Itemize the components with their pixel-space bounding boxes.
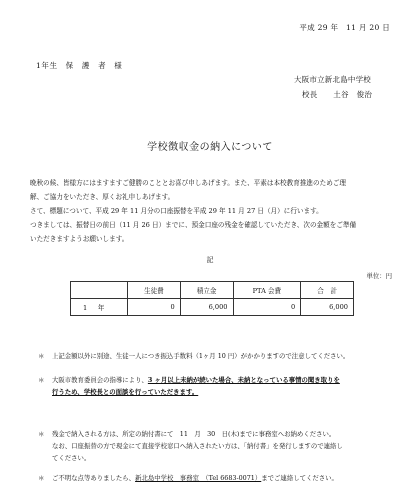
body-paragraph-line: いただきますようお願いします。 [30,235,129,243]
principal-name: 校長 土谷 俊治 [302,90,373,99]
ki-heading: 記 [206,256,214,264]
body-paragraph-line: つきましては、振替日の前日（11 月 26 日）までに、預金口座の残金を確認していただき、次の金額をご準備 [30,221,357,229]
table-cell: 6,000 [301,299,354,316]
note-emphasis: 行うため、学校長との面談を行っていただきます。 [52,388,199,396]
contact-info: 新北島中学校 事務室 （Tel 6683-0071） [135,474,262,482]
table-cell: 0 [233,299,301,316]
asterisk-icon: ＊ [38,376,45,384]
note-text: 残金で納入される方は、所定の納付書にて 11 月 30 日(木)までに事務室へお納めください。 [52,430,336,438]
letter-date: 平成 29 年 11 月 20 日 [299,23,390,32]
body-paragraph-line: 晩秋の候、皆様方にはますますご健勝のこととお喜び申しあげます。また、平素は本校教育推進のためご理 [30,179,346,187]
note-item [38,374,404,398]
note-text: 大阪市教育委員会の指導により、 [52,376,148,384]
note-emphasis: 3 ヶ月以上未納が続いた場合、未納となっている事情の聞き取りを [147,376,340,384]
table-cell: 6,000 [180,299,233,316]
table-header-cell: PTA 会費 [233,282,301,299]
table-header-cell [71,282,128,299]
asterisk-icon: ＊ [38,430,45,438]
table-cell: 1 年 [71,299,128,316]
note-text: ご不明な点等ありましたら、 [52,474,136,482]
table-row [71,299,354,316]
fee-table [70,281,354,316]
note-item [38,350,404,362]
asterisk-icon: ＊ [38,474,45,482]
table-cell: 0 [128,299,181,316]
body-paragraph-line: 解、ご協力をいただき、厚くお礼申しあげます。 [30,193,175,201]
note-item [38,472,404,484]
body-paragraph-line: さて、標題について、平成 29 年 11 月分の口座振替を平成 29 年 11 月 27 日（月）に行います。 [30,207,323,215]
note-text: てください。 [52,454,91,462]
table-header-row [71,282,354,299]
note-item [38,428,404,464]
table-header-cell: 合 計 [301,282,354,299]
table-header-cell: 積立金 [180,282,233,299]
table-header-cell: 生徒費 [128,282,181,299]
note-text: までご連絡してください。 [261,474,338,482]
school-name: 大阪市立新北島中学校 [294,75,371,84]
document-title: 学校徴収金の納入について [147,142,273,153]
note-text: 上記金額以外に別途、生徒一人につき振込手数料（1ヶ月 10 円）がかかりますので注意してください。 [52,352,350,360]
note-text: なお、口座振替の方で現金にて直接学校窓口へ納入されたい方は、「納付書」を発行しますので連絡し [52,442,343,450]
asterisk-icon: ＊ [38,352,45,360]
recipient: 1年生 保 護 者 様 [36,61,123,70]
unit-label: 単位：円 [366,272,392,280]
